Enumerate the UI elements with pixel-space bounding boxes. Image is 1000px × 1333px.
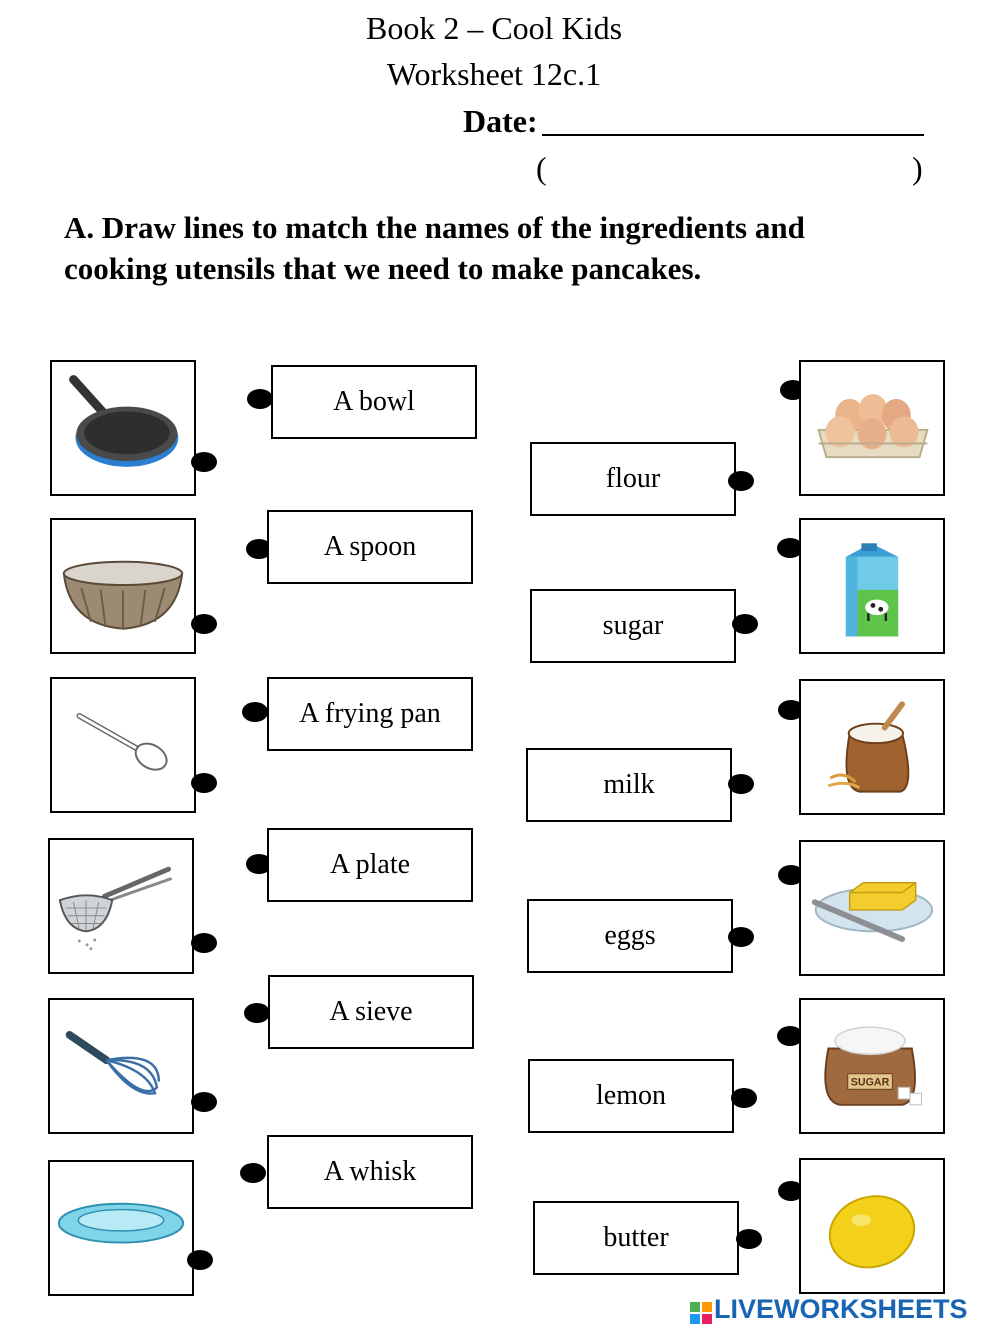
word-a-whisk: A whisk bbox=[267, 1135, 473, 1209]
instruction-line-2: cooking utensils that we need to make pancakes. bbox=[64, 251, 702, 286]
brand-icon bbox=[690, 1300, 712, 1322]
dot-picture-4[interactable] bbox=[191, 933, 217, 953]
picture-sieve bbox=[48, 838, 194, 974]
instruction-text bbox=[64, 207, 964, 289]
frying-pan-icon bbox=[52, 362, 194, 494]
dot-word-left-1[interactable] bbox=[247, 389, 273, 409]
picture-lemon bbox=[799, 1158, 945, 1294]
dot-word-right-4[interactable] bbox=[728, 927, 754, 947]
word-butter: butter bbox=[533, 1201, 739, 1275]
spoon-icon bbox=[52, 679, 194, 811]
word-a-bowl: A bowl bbox=[271, 365, 477, 439]
dot-picture-3[interactable] bbox=[191, 773, 217, 793]
word-milk: milk bbox=[526, 748, 732, 822]
date-underline bbox=[542, 134, 924, 136]
picture-butter bbox=[799, 840, 945, 976]
dot-word-right-6[interactable] bbox=[736, 1229, 762, 1249]
brand-text: LIVEWORKSHEETS bbox=[714, 1294, 968, 1324]
date-label: Date: bbox=[463, 103, 538, 139]
picture-whisk bbox=[48, 998, 194, 1134]
picture-milk-carton bbox=[799, 518, 945, 654]
picture-bowl bbox=[50, 518, 196, 654]
dot-picture-2[interactable] bbox=[191, 614, 217, 634]
dot-word-left-5[interactable] bbox=[244, 1003, 270, 1023]
word-lemon: lemon bbox=[528, 1059, 734, 1133]
word-a-spoon: A spoon bbox=[267, 510, 473, 584]
dot-word-right-1[interactable] bbox=[728, 471, 754, 491]
word-a-sieve: A sieve bbox=[268, 975, 474, 1049]
word-a-plate: A plate bbox=[267, 828, 473, 902]
paren-close: ) bbox=[912, 150, 923, 186]
dot-picture-1[interactable] bbox=[191, 452, 217, 472]
sieve-icon bbox=[50, 840, 192, 972]
word-eggs: eggs bbox=[527, 899, 733, 973]
word-sugar: sugar bbox=[530, 589, 736, 663]
flour-sack-icon bbox=[801, 681, 943, 813]
book-title: Book 2 – Cool Kids bbox=[365, 10, 623, 46]
word-flour: flour bbox=[530, 442, 736, 516]
lemon-icon bbox=[801, 1160, 943, 1292]
dot-picture-5[interactable] bbox=[191, 1092, 217, 1112]
brand-logo bbox=[690, 1294, 968, 1325]
picture-plate bbox=[48, 1160, 194, 1296]
dot-word-left-3[interactable] bbox=[242, 702, 268, 722]
worksheet-title: Worksheet 12c.1 bbox=[386, 56, 602, 92]
dot-picture-6[interactable] bbox=[187, 1250, 213, 1270]
picture-sugar-sack bbox=[799, 998, 945, 1134]
picture-spoon bbox=[50, 677, 196, 813]
milk-carton-icon bbox=[801, 520, 943, 652]
dot-word-right-2[interactable] bbox=[732, 614, 758, 634]
dot-word-right-3[interactable] bbox=[728, 774, 754, 794]
dot-word-left-6[interactable] bbox=[240, 1163, 266, 1183]
bowl-icon bbox=[52, 520, 194, 652]
word-a-frying-pan: A frying pan bbox=[267, 677, 473, 751]
picture-frying-pan bbox=[50, 360, 196, 496]
instruction-line-1: A. Draw lines to match the names of the ingredients and bbox=[64, 210, 805, 245]
picture-flour-sack bbox=[799, 679, 945, 815]
dot-word-right-5[interactable] bbox=[731, 1088, 757, 1108]
paren-open: ( bbox=[536, 150, 547, 186]
whisk-icon bbox=[50, 1000, 192, 1132]
butter-icon bbox=[801, 842, 943, 974]
sugar-sack-icon bbox=[801, 1000, 943, 1132]
plate-icon bbox=[50, 1162, 192, 1294]
sugar-sack-label: SUGAR bbox=[850, 1076, 890, 1089]
eggs-icon bbox=[801, 362, 943, 494]
picture-eggs bbox=[799, 360, 945, 496]
